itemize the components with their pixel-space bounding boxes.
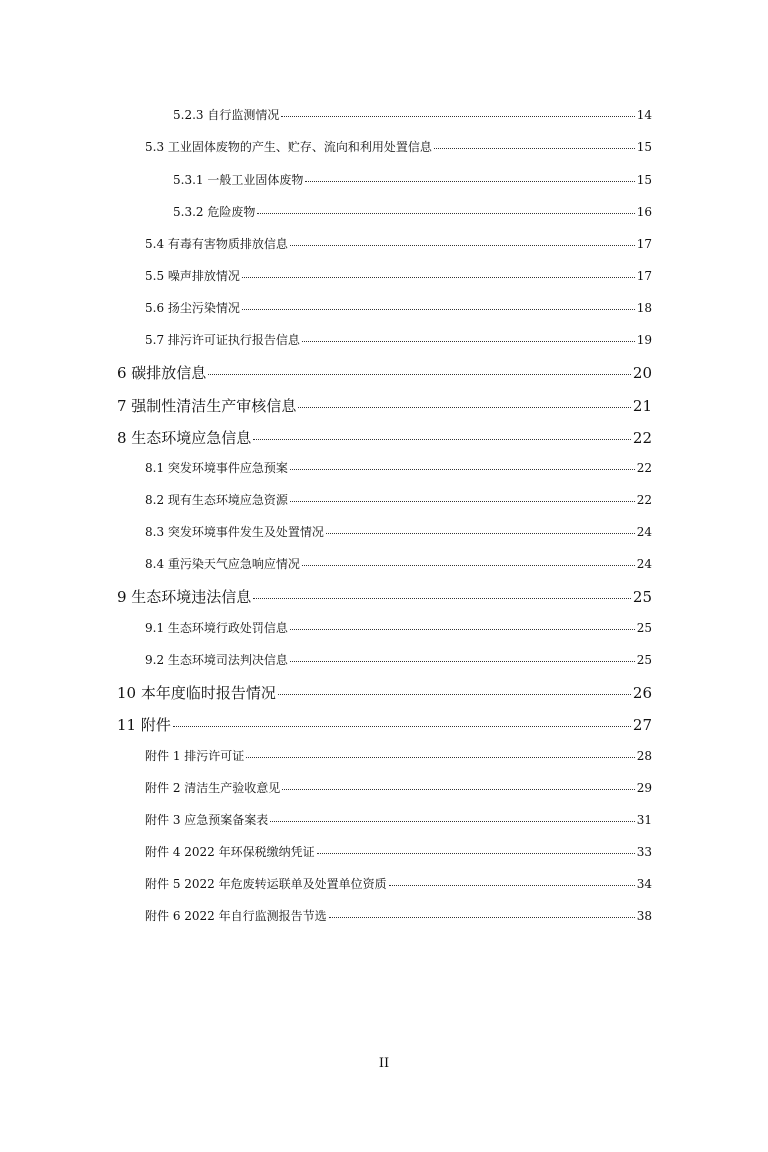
toc-entry-label: 5.3.2 危险废物 xyxy=(173,205,256,219)
toc-entry[interactable] xyxy=(145,555,652,572)
dot-leader xyxy=(290,245,635,246)
toc-entry-page: 15 xyxy=(636,140,652,154)
toc-entry-label: 8.2 现有生态环境应急资源 xyxy=(145,493,288,507)
dot-leader xyxy=(257,213,634,214)
toc-entry[interactable] xyxy=(145,651,652,668)
dot-leader xyxy=(173,726,631,727)
toc-entry-page: 24 xyxy=(636,557,652,571)
toc-entry-label: 5.6 扬尘污染情况 xyxy=(145,301,240,315)
toc-entry-label: 附件 1 排污许可证 xyxy=(145,749,245,763)
toc-entry-label: 8 生态环境应急信息 xyxy=(117,429,252,447)
dot-leader xyxy=(290,629,635,630)
toc-entry-page: 31 xyxy=(636,813,652,827)
dot-leader xyxy=(242,277,635,278)
toc-entry-page: 22 xyxy=(632,429,652,447)
toc-entry-page: 16 xyxy=(636,205,652,219)
dot-leader xyxy=(270,821,634,822)
toc-entry[interactable] xyxy=(145,907,652,924)
toc-entry-label: 5.4 有毒有害物质排放信息 xyxy=(145,237,288,251)
dot-leader xyxy=(290,501,635,502)
dot-leader xyxy=(305,181,634,182)
toc-entry-page: 17 xyxy=(636,237,652,251)
dot-leader xyxy=(298,407,631,408)
dot-leader xyxy=(389,885,635,886)
toc-entry[interactable] xyxy=(145,491,652,508)
toc-entry-label: 7 强制性清洁生产审核信息 xyxy=(117,397,297,415)
toc-entry[interactable] xyxy=(145,459,652,476)
toc-entry-label: 5.7 排污许可证执行报告信息 xyxy=(145,333,300,347)
toc-entry[interactable] xyxy=(145,843,652,860)
dot-leader xyxy=(434,148,635,149)
toc-entry-page: 34 xyxy=(636,877,652,891)
toc-entry-page: 25 xyxy=(632,588,652,606)
dot-leader xyxy=(290,661,635,662)
toc-entry-label: 附件 4 2022 年环保税缴纳凭证 xyxy=(145,845,315,859)
toc-entry[interactable] xyxy=(145,235,652,252)
toc-entry-label: 附件 5 2022 年危废转运联单及处置单位资质 xyxy=(145,877,387,891)
toc-entry-page: 38 xyxy=(636,909,652,923)
toc-entry[interactable] xyxy=(145,138,652,155)
toc-entry[interactable] xyxy=(145,267,652,284)
toc-entry-page: 25 xyxy=(636,653,652,667)
toc-entry[interactable] xyxy=(173,171,652,188)
dot-leader xyxy=(329,917,635,918)
toc-entry[interactable] xyxy=(145,779,652,796)
toc-entry[interactable] xyxy=(117,362,652,383)
toc-entry[interactable] xyxy=(145,747,652,764)
toc-entry-page: 22 xyxy=(636,493,652,507)
dot-leader xyxy=(246,757,634,758)
toc-entry[interactable] xyxy=(117,714,652,735)
toc-entry-label: 附件 3 应急预案备案表 xyxy=(145,813,269,827)
toc-entry-label: 10 本年度临时报告情况 xyxy=(117,684,276,702)
toc-entry[interactable] xyxy=(145,619,652,636)
toc-entry-label: 9.2 生态环境司法判决信息 xyxy=(145,653,288,667)
dot-leader xyxy=(278,694,631,695)
toc-entry-label: 6 碳排放信息 xyxy=(117,364,207,382)
toc-entry-label: 5.2.3 自行监测情况 xyxy=(173,108,280,122)
toc-entry-page: 25 xyxy=(636,621,652,635)
dot-leader xyxy=(208,374,631,375)
toc-entry-page: 26 xyxy=(632,684,652,702)
toc-entry-label: 附件 6 2022 年自行监测报告节选 xyxy=(145,909,327,923)
toc-entry[interactable] xyxy=(117,682,652,703)
dot-leader xyxy=(253,598,631,599)
dot-leader xyxy=(290,469,635,470)
toc-entry-page: 29 xyxy=(636,781,652,795)
toc-entry-label: 附件 2 清洁生产验收意见 xyxy=(145,781,281,795)
dot-leader xyxy=(302,341,635,342)
toc-entry[interactable] xyxy=(145,299,652,316)
toc-entry-page: 24 xyxy=(636,525,652,539)
toc-entry-page: 33 xyxy=(636,845,652,859)
toc-entry[interactable] xyxy=(145,875,652,892)
dot-leader xyxy=(317,853,635,854)
toc-entry-label: 5.3 工业固体废物的产生、贮存、流向和利用处置信息 xyxy=(145,140,432,154)
toc-entry-label: 9 生态环境违法信息 xyxy=(117,588,252,606)
toc-entry-label: 8.4 重污染天气应急响应情况 xyxy=(145,557,300,571)
toc-entry-page: 15 xyxy=(636,173,652,187)
toc-entry-label: 5.3.1 一般工业固体废物 xyxy=(173,173,304,187)
toc-entry-page: 14 xyxy=(636,108,652,122)
toc-entry[interactable] xyxy=(145,523,652,540)
dot-leader xyxy=(242,309,635,310)
page-number: II xyxy=(378,1056,390,1071)
toc-entry-page: 22 xyxy=(636,461,652,475)
dot-leader xyxy=(281,116,634,117)
toc-entry-page: 27 xyxy=(632,716,652,734)
toc-entry[interactable] xyxy=(117,427,652,448)
toc-entry-page: 18 xyxy=(636,301,652,315)
dot-leader xyxy=(326,533,635,534)
dot-leader xyxy=(253,439,631,440)
toc-entry-label: 5.5 噪声排放情况 xyxy=(145,269,240,283)
toc-entry-page: 20 xyxy=(632,364,652,382)
toc-entry-page: 28 xyxy=(636,749,652,763)
toc-entry[interactable] xyxy=(173,203,652,220)
toc-entry-label: 11 附件 xyxy=(117,716,171,734)
toc-entry-page: 17 xyxy=(636,269,652,283)
toc-entry[interactable] xyxy=(173,106,652,123)
toc-entry-label: 8.3 突发环境事件发生及处置情况 xyxy=(145,525,324,539)
toc-entry-label: 8.1 突发环境事件应急预案 xyxy=(145,461,288,475)
dot-leader xyxy=(282,789,634,790)
toc-entry[interactable] xyxy=(117,586,652,607)
toc-entry[interactable] xyxy=(145,811,652,828)
toc-entry-page: 21 xyxy=(632,397,652,415)
toc-entry[interactable] xyxy=(145,331,652,348)
toc-entry-page: 19 xyxy=(636,333,652,347)
dot-leader xyxy=(302,565,635,566)
toc-entry[interactable] xyxy=(117,395,652,416)
toc-entry-label: 9.1 生态环境行政处罚信息 xyxy=(145,621,288,635)
